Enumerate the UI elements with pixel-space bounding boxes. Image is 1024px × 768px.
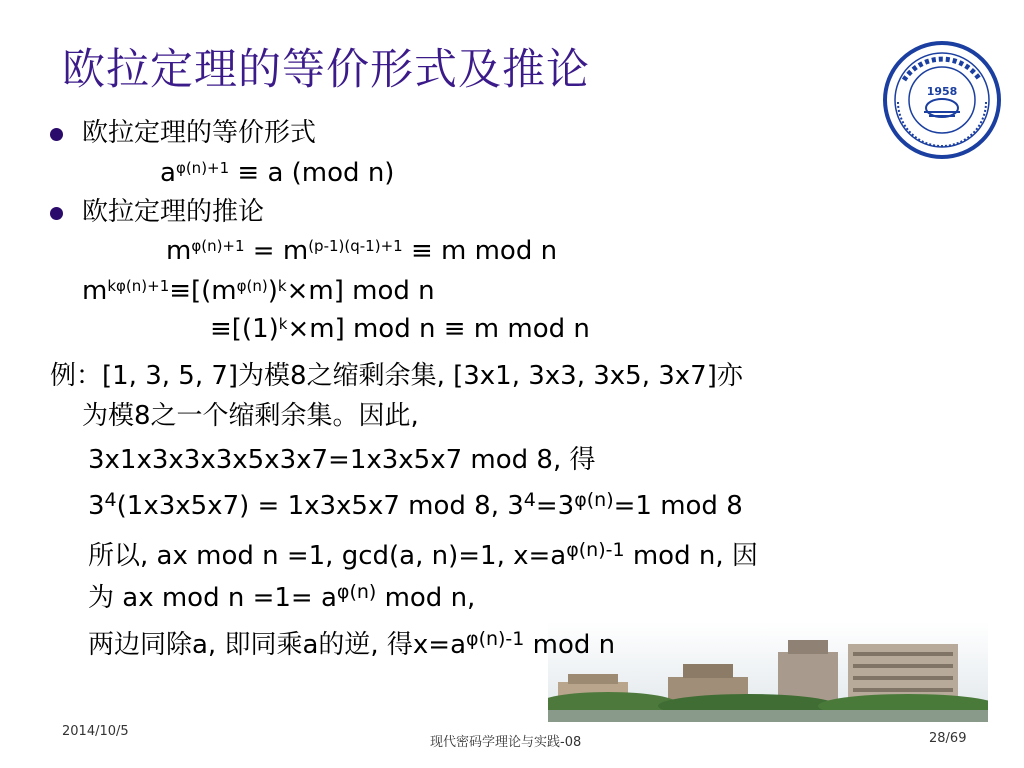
example-line-4 <box>88 489 743 521</box>
line4-a: 3 <box>88 491 105 521</box>
slide-title: 欧拉定理的等价形式及推论 <box>62 45 590 95</box>
line4-b: (1x3x5x7) = 1x3x5x7 mod 8, 3 <box>116 491 524 521</box>
example-line-2: 为模8之一个缩剩余集。因此, <box>82 401 419 431</box>
line5-b: mod n, 因 <box>624 541 758 571</box>
formula2-exp: φ(n)+1 <box>191 237 245 256</box>
line6-a: 为 ax mod n =1= a <box>88 583 337 613</box>
formula-corollary-3 <box>210 316 590 342</box>
line7-b: mod n <box>524 630 616 660</box>
example-line-7 <box>88 628 616 660</box>
example-line-3: 3x1x3x3x3x5x3x7=1x3x5x7 mod 8, 得 <box>88 445 596 475</box>
formula-corollary-1 <box>166 238 557 264</box>
footer-date: 2014/10/5 <box>62 724 129 739</box>
line6-exp: φ(n) <box>336 581 377 604</box>
line5-a: 所以, ax mod n =1, gcd(a, n)=1, x=a <box>88 541 567 571</box>
formula3-exp3: k <box>277 277 287 296</box>
formula1-base: a <box>160 158 176 188</box>
line6-b: mod n, <box>376 583 476 613</box>
formula3-b: ) <box>267 276 278 306</box>
footer-course-title: 现代密码学理论与实践-08 <box>430 735 582 750</box>
footer-page-number: 28/69 <box>929 731 967 746</box>
bullet-2-label: 欧拉定理的推论 <box>82 197 265 227</box>
formula2-mid: = m <box>244 236 309 266</box>
formula1-rest: ≡ a (mod n) <box>229 158 395 188</box>
formula3-a: ≡[(m <box>169 276 237 306</box>
formula3-exp2: φ(n) <box>236 277 268 296</box>
formula-equivalent <box>160 160 394 186</box>
line4-c: =3 <box>535 491 575 521</box>
example-line-5 <box>88 539 758 571</box>
formula2-exp2: (p-1)(q-1)+1 <box>308 237 403 256</box>
line7-a: 两边同除a, 即同乘a的逆, 得x=a <box>88 630 467 660</box>
formula3-c: ×m] mod n <box>286 276 435 306</box>
university-logo <box>882 40 1002 160</box>
line7-exp: φ(n)-1 <box>466 628 525 651</box>
bullet-marker <box>50 128 63 141</box>
formula2-rest: ≡ m mod n <box>402 236 558 266</box>
bullet-marker <box>50 207 63 220</box>
formula3-base: m <box>82 276 108 306</box>
example-line-1: 例：[1, 3, 5, 7]为模8之缩剩余集, [3x1, 3x3, 3x5, 3x7]亦 <box>50 361 743 391</box>
formula3-exp: kφ(n)+1 <box>107 277 170 296</box>
formula4-exp: k <box>278 315 288 334</box>
logo-year: 1958 <box>926 85 958 98</box>
line4-d: =1 mod 8 <box>613 491 743 521</box>
formula1-exp: φ(n)+1 <box>175 159 230 178</box>
line5-exp: φ(n)-1 <box>566 539 625 562</box>
line4-exp1: 4 <box>104 489 117 512</box>
example-line-6 <box>88 581 476 613</box>
formula4-b: ×m] mod n ≡ m mod n <box>287 314 590 344</box>
line4-exp3: φ(n) <box>574 489 614 512</box>
formula-corollary-2 <box>82 278 435 304</box>
formula2-base: m <box>166 236 192 266</box>
formula4-a: ≡[(1) <box>210 314 279 344</box>
line4-exp2: 4 <box>523 489 536 512</box>
bullet-1-label: 欧拉定理的等价形式 <box>82 118 317 148</box>
